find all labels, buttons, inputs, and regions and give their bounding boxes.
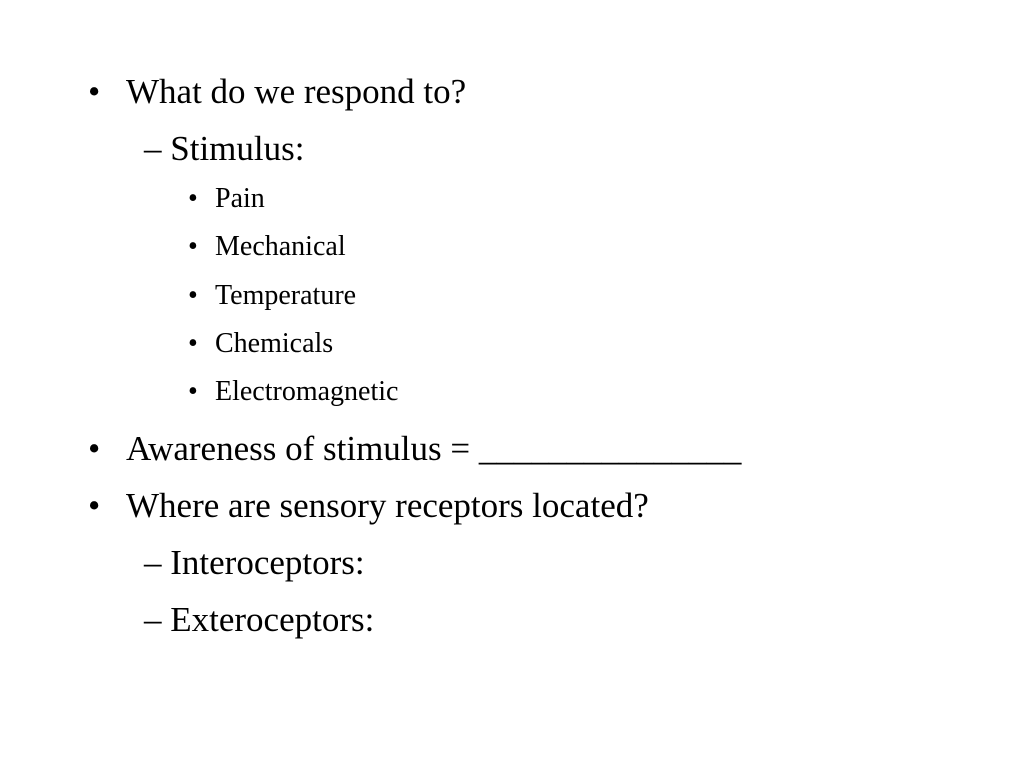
sub-item-interoceptors [144,545,365,580]
bullet-marker: • [188,231,198,262]
dash-marker: – [144,543,171,582]
bullet-marker: • [188,328,198,359]
stimulus-text: Mechanical [215,231,346,262]
bullet-text: Where are sensory receptors located? [126,486,649,525]
stimulus-item-mechanical [188,233,488,263]
stimulus-item-pain [188,185,488,215]
sub-item-text: Interoceptors: [170,543,365,582]
bullet-marker: • [88,72,101,111]
stimulus-item-chemicals [188,330,488,360]
sub-item-exteroceptors [144,602,374,637]
sub-item-text: Exteroceptors: [170,600,375,639]
bullet-marker: • [188,280,198,311]
stimulus-text: Temperature [215,280,357,311]
stimulus-text: Chemicals [215,328,334,359]
sub-item-stimulus [144,131,304,166]
bullet-item-where-located [88,488,788,524]
stimulus-item-temperature [188,282,488,312]
bullet-marker: • [188,376,198,407]
bullet-text: What do we respond to? [126,72,467,111]
stimulus-text: Electromagnetic [215,376,399,407]
bullet-item-what-respond [88,74,688,110]
sub-item-text: Stimulus: [170,129,305,168]
stimulus-item-electromagnetic [188,378,488,408]
dash-marker: – [144,129,171,168]
bullet-item-awareness [88,431,888,467]
bullet-marker: • [188,183,198,214]
bullet-text: Awareness of stimulus = _______________ [126,429,742,468]
bullet-marker: • [88,486,101,525]
dash-marker: – [144,600,171,639]
stimulus-text: Pain [215,183,265,214]
bullet-marker: • [88,429,101,468]
